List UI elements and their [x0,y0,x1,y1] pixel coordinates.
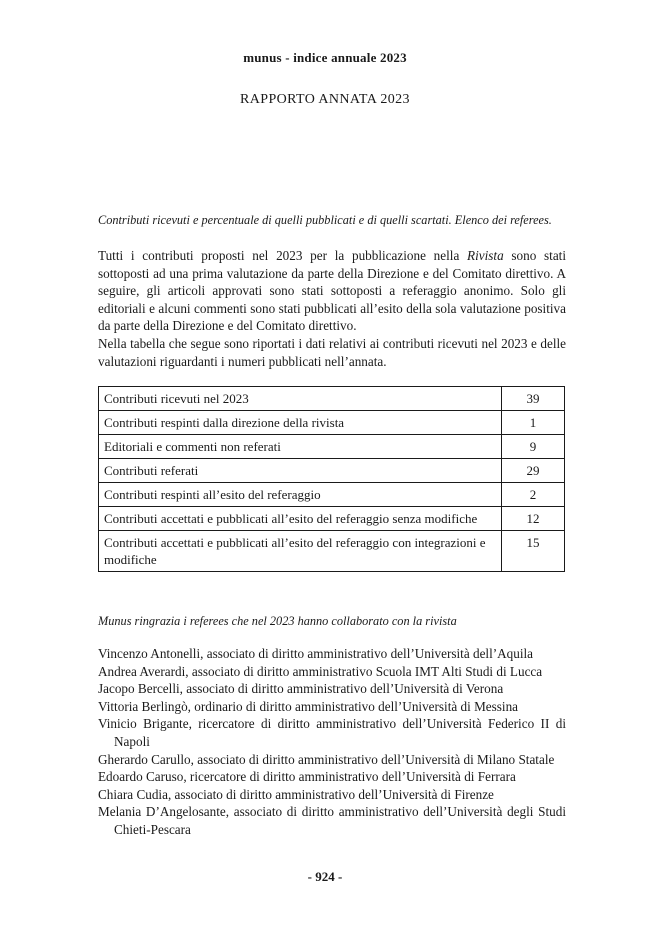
list-item: Vinicio Brigante, ricercatore di diritto amministrativo dell’Università Federico II di Napoli [98,716,566,749]
report-title: RAPPORTO ANNATA 2023 [240,92,410,107]
intro-paragraph [98,247,566,335]
table-row [99,411,565,435]
table-row [99,507,565,531]
list-item: Melania D’Angelosante, associato di diritto amministrativo dell’Università degli Studi Chieti-Pescara [98,804,566,837]
table-row [99,387,565,411]
referees-list [98,645,566,839]
list-item: Edoardo Caruso, ricercatore di diritto amministrativo dell’Università di Ferrara [98,769,516,785]
row-label: Contributi respinti all’esito del referaggio [99,483,502,507]
list-item: Gherardo Carullo, associato di diritto amministrativo dell’Università di Milano Statale [98,751,555,767]
row-label: Contributi referati [99,459,502,483]
row-value: 2 [502,483,565,507]
row-value: 12 [502,507,565,531]
referees-heading: Munus ringrazia i referees che nel 2023 hanno collaborato con la rivista [98,614,457,628]
row-label: Contributi accettati e pubblicati all’esito del referaggio senza modifiche [99,507,502,531]
table-row [99,435,565,459]
list-item: Vittoria Berlingò, ordinario di diritto amministrativo dell’Università di Messina [98,698,519,714]
row-value: 1 [502,411,565,435]
section-heading: Contributi ricevuti e percentuale di quelli pubblicati e di quelli scartati. Elenco dei referees. [98,213,552,227]
row-label: Contributi accettati e pubblicati all’esito del referaggio con integrazioni e modifiche [99,531,502,572]
contributions-table [98,386,565,572]
row-label: Editoriali e commenti non referati [99,435,502,459]
row-label: Contributi respinti dalla direzione della rivista [99,411,502,435]
row-value: 9 [502,435,565,459]
running-head: munus - indice annuale 2023 [243,50,407,65]
list-item: Andrea Averardi, associato di diritto amministrativo Scuola IMT Alti Studi di Lucca [98,663,543,679]
table-row [99,531,565,572]
table-row [99,483,565,507]
row-value: 39 [502,387,565,411]
table-row [99,459,565,483]
list-item: Chiara Cudia, associato di diritto amministrativo dell’Università di Firenze [98,786,494,802]
row-label: Contributi ricevuti nel 2023 [99,387,502,411]
table-intro-paragraph: Nella tabella che segue sono riportati i dati relativi ai contributi ricevuti nel 2023 e delle valutazioni riguardanti i numeri pubblicati nell’annata. [98,335,566,369]
list-item: Vincenzo Antonelli, associato di diritto amministrativo dell’Università dell’Aquila [98,646,534,661]
row-value: 15 [502,531,565,572]
rivista-italic: Rivista [467,248,504,263]
row-value: 29 [502,459,565,483]
body-text [98,247,566,370]
page-number: - 924 - [307,869,343,884]
list-item: Jacopo Bercelli, associato di diritto amministrativo dell’Università di Verona [98,681,504,697]
intro-text-start: Tutti i contributi proposti nel 2023 per la pubblicazione nella [98,248,468,263]
intro-text-end: sono stati sottoposti ad una prima valutazione da parte della Direzione e del Comitato direttivo. A seguire, gli articoli approvati sono stati sottoposti a referaggio anonimo. Solo gli editoriali e alcuni commenti sono stati pubblicati all’esito della sola valutazione positiva da parte della Direzione e del Comitato direttivo. [98,248,567,334]
